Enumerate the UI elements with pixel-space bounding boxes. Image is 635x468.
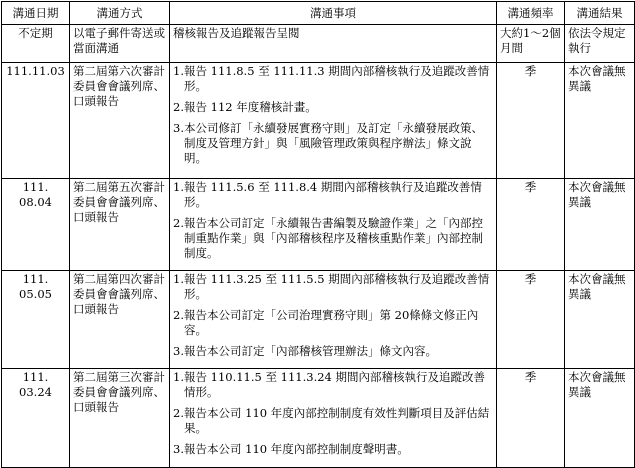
table-row bbox=[2, 179, 635, 271]
cell-matter bbox=[170, 271, 497, 369]
header-date: 溝通日期 bbox=[2, 2, 70, 25]
cell-method: 第二屆第四次審計委員會會議列席、口頭報告 bbox=[70, 271, 170, 369]
matter-item bbox=[173, 121, 493, 166]
table-row-general bbox=[2, 25, 635, 63]
matter-item bbox=[173, 100, 493, 115]
matter-item bbox=[173, 370, 493, 400]
matter-item-number: 3. bbox=[173, 344, 184, 358]
communication-table bbox=[1, 1, 635, 468]
cell-frequency: 季 bbox=[497, 179, 565, 271]
matter-item bbox=[173, 180, 493, 210]
matter-item bbox=[173, 442, 493, 457]
matter-item-number: 2. bbox=[173, 100, 184, 114]
cell-frequency: 季 bbox=[497, 63, 565, 179]
cell-date: 111. 03.24 bbox=[2, 369, 70, 468]
cell-method: 第二屆第六次審計委員會會議列席、口頭報告 bbox=[70, 63, 170, 179]
matter-item bbox=[173, 272, 493, 302]
matter-item-text: 報告 111.5.6 至 111.8.4 期間內部稽核執行及追蹤改善情形。 bbox=[183, 180, 482, 209]
cell-method: 第二屆第三次審計委員會會議列席、口頭報告 bbox=[70, 369, 170, 468]
cell-date: 111. 08.04 bbox=[2, 179, 70, 271]
header-frequency: 溝通頻率 bbox=[497, 2, 565, 25]
table-row bbox=[2, 63, 635, 179]
matter-item-text: 報告本公司訂定「公司治理實務守則」第 20條條文修正內容。 bbox=[183, 308, 479, 337]
cell-frequency: 大約1～2個月間 bbox=[497, 25, 565, 63]
cell-matter: 稽核報告及追蹤報告呈閱 bbox=[170, 25, 497, 63]
cell-matter bbox=[170, 179, 497, 271]
cell-result: 本次會議無異議 bbox=[565, 179, 635, 271]
matter-item-text: 報告本公司訂定「永續報告書編製及驗證作業」之「內部控制重點作業」與「內部稽核程序及稽核重點作業」內部控制制度。 bbox=[183, 216, 483, 260]
matter-item-number: 1. bbox=[173, 180, 184, 194]
matter-item-number: 2. bbox=[173, 216, 184, 230]
cell-date: 111. 05.05 bbox=[2, 271, 70, 369]
cell-result: 本次會議無異議 bbox=[565, 369, 635, 468]
cell-method: 第二屆第五次審計委員會會議列席、口頭報告 bbox=[70, 179, 170, 271]
cell-matter bbox=[170, 369, 497, 468]
matter-item-text: 本公司修訂「永續發展實務守則」及訂定「永續發展政策、制度及管理方針」與「風險管理政策與程序辦法」條文說明。 bbox=[183, 121, 483, 165]
cell-method: 以電子郵件寄送或當面溝通 bbox=[70, 25, 170, 63]
cell-date: 不定期 bbox=[2, 25, 70, 63]
matter-item bbox=[173, 64, 493, 94]
matter-item-number: 2. bbox=[173, 308, 184, 322]
header-result: 溝通結果 bbox=[565, 2, 635, 25]
matter-item-number: 1. bbox=[173, 64, 184, 78]
cell-date: 111.11.03 bbox=[2, 63, 70, 179]
cell-result: 本次會議無異議 bbox=[565, 63, 635, 179]
cell-frequency: 季 bbox=[497, 369, 565, 468]
matter-item-number: 1. bbox=[173, 272, 184, 286]
cell-frequency: 季 bbox=[497, 271, 565, 369]
matter-item-text: 報告 110.11.5 至 111.3.24 期間內部稽核執行及追蹤改善情形。 bbox=[183, 370, 486, 399]
table-row bbox=[2, 369, 635, 468]
matter-item bbox=[173, 406, 493, 436]
matter-item-number: 1. bbox=[173, 370, 184, 384]
matter-item bbox=[173, 344, 493, 359]
matter-item bbox=[173, 308, 493, 338]
cell-matter bbox=[170, 63, 497, 179]
matter-item-text: 報告本公司訂定「內部稽核管理辦法」條文內容。 bbox=[183, 344, 437, 358]
matter-item-number: 3. bbox=[173, 121, 184, 135]
header-matter: 溝通事項 bbox=[170, 2, 497, 25]
table-row bbox=[2, 271, 635, 369]
matter-item-text: 報告 111.3.25 至 111.5.5 期間內部稽核執行及追蹤改善情形。 bbox=[183, 272, 490, 301]
matter-item-text: 報告 112 年度稽核計畫。 bbox=[183, 100, 317, 114]
matter-item-text: 報告 111.8.5 至 111.11.3 期間內部稽核執行及追蹤改善情形。 bbox=[183, 64, 490, 93]
matter-item bbox=[173, 216, 493, 261]
header-row bbox=[2, 2, 635, 25]
matter-item-text: 報告本公司 110 年度內部控制制度聲明書。 bbox=[183, 442, 409, 456]
matter-item-number: 2. bbox=[173, 406, 184, 420]
cell-result: 本次會議無異議 bbox=[565, 271, 635, 369]
matter-item-text: 報告本公司 110 年度內部控制制度有效性判斷項目及評估結果。 bbox=[183, 406, 490, 435]
matter-item-number: 3. bbox=[173, 442, 184, 456]
cell-result: 依法令規定執行 bbox=[565, 25, 635, 63]
header-method: 溝通方式 bbox=[70, 2, 170, 25]
